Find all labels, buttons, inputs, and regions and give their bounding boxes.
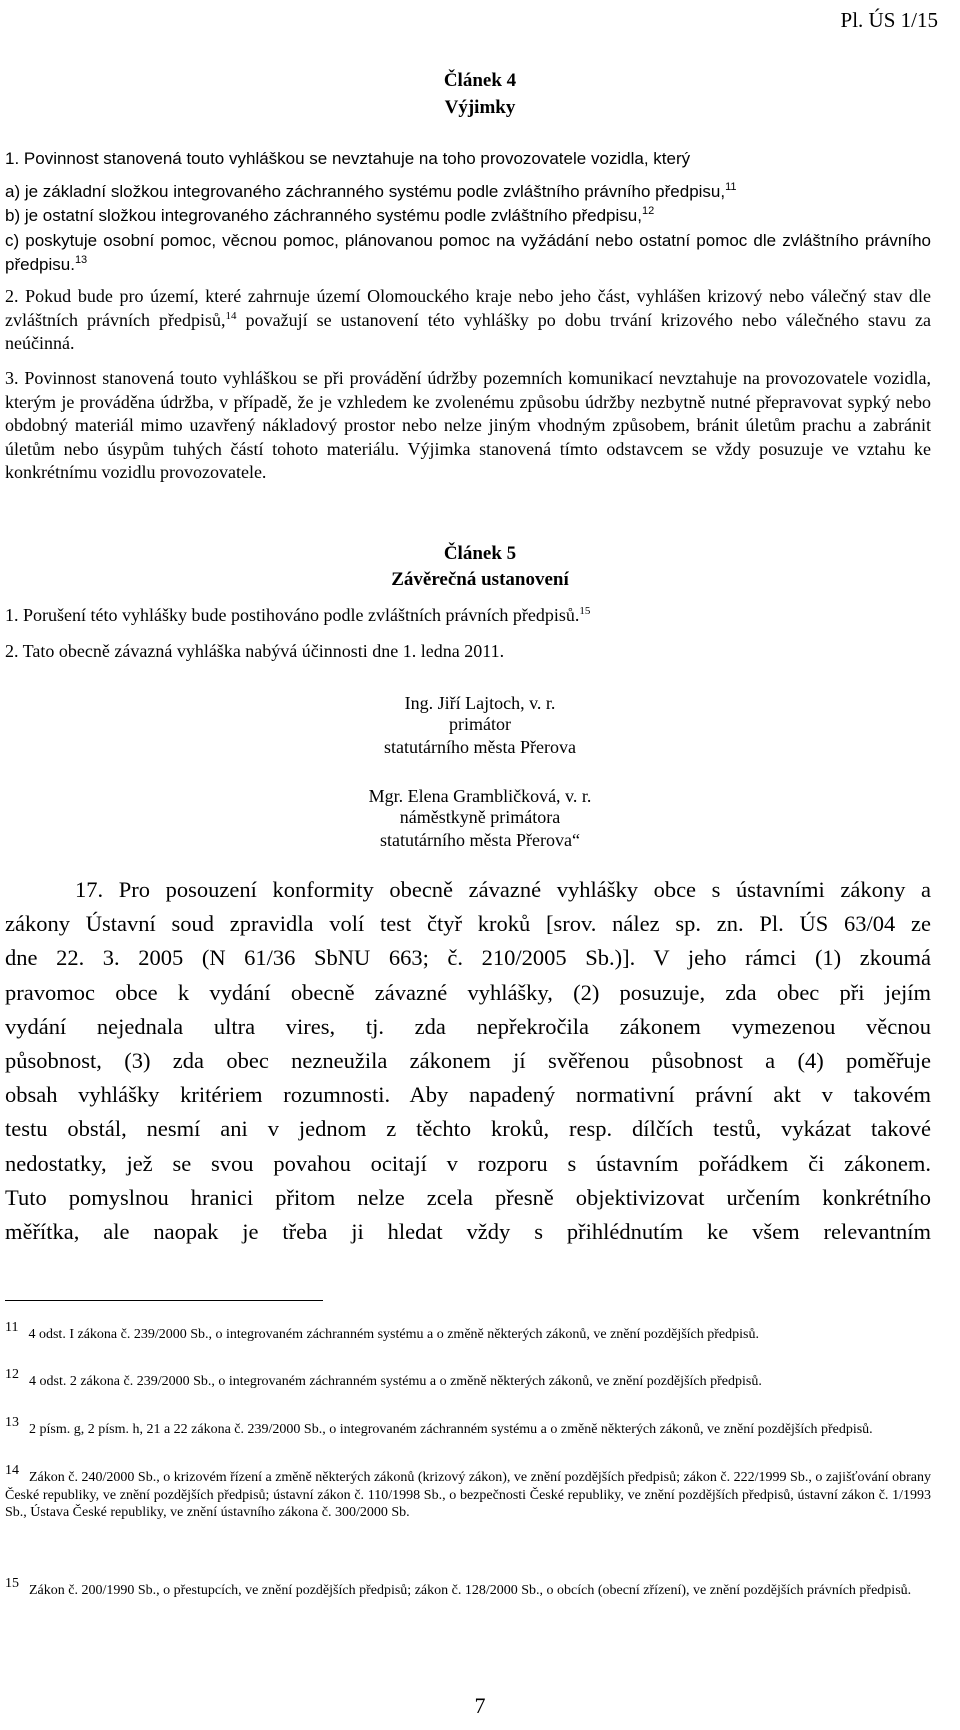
paragraph-17-line: pravomoc obce k vydání obecně závazné vyhlášky, (2) posuzuje, zda obec při jejím (5, 979, 931, 1005)
signatory-1-name: Ing. Jiří Lajtoch, v. r. (404, 693, 556, 713)
footnote-text: 4 odst. I zákona č. 239/2000 Sb., o integrovaném záchranném systému a o změně některých zákonů, ve znění pozdějších předpisů. (28, 1327, 759, 1342)
signatory-2-role: náměstkyně primátora (399, 807, 561, 827)
paragraph-17-line: zákony Ústavní soud zpravidla volí test čtyř kroků [srov. nález sp. zn. Pl. ÚS 63/04 ze (5, 911, 931, 937)
paragraph-17 (5, 873, 931, 1249)
article-5-heading: Článek 5 (443, 543, 517, 564)
footnote-number: 15 (5, 1576, 19, 1591)
paragraph-17-line: testu obstál, nesmí ani v jednom z těchto kroků, resp. dílčích testů, vykázat takové (5, 1116, 931, 1142)
footnote-15 (5, 1576, 931, 1600)
paragraph-2-end: považují se ustanovení této vyhlášky po dobu trvání krizového nebo válečného stavu za neúčinná. (5, 309, 932, 353)
case-reference: Pl. ÚS 1/15 (840, 8, 938, 32)
article-4-item-c (5, 229, 931, 276)
footnote-text: 4 odst. 2 zákona č. 239/2000 Sb., o integrovaném záchranném systému a o změně některých zákonů, ve znění pozdějších předpisů. (29, 1374, 762, 1389)
footnote-ref-12: 12 (641, 205, 655, 217)
article-4-paragraph-2 (5, 285, 931, 356)
article-5-paragraph-1 (5, 604, 931, 628)
paragraph-17-line: vydání nejednala ultra vires, tj. zda nepřekročila zákonem vymezenou věcnou (5, 1013, 931, 1039)
article-4-subheading: Výjimky (444, 97, 516, 118)
article-4-item-a (5, 180, 931, 204)
footnote-text: Zákon č. 200/1990 Sb., o přestupcích, ve znění pozdějších předpisů; zákon č. 128/2000 Sb., o obcích (obecní zřízení), ve znění pozdějších právních předpisů. (29, 1583, 912, 1598)
footnote-number: 12 (5, 1367, 19, 1382)
footnote-text: Zákon č. 240/2000 Sb., o krizovém řízení a změně některých zákonů (krizový zákon), ve znění pozdějších předpisů; zákon č. 222/1999 Sb., o zajišťování obrany České republiky, ve znění pozdějších předpisů; ústavní zákon č. 110/1998 Sb., o bezpečnosti České republiky, ve znění pozdějších předpisů, ústavní zákon č. 1/1993 Sb., Ústava České republiky, ve znění ústavního zákona č. 300/2000 Sb. (5, 1470, 931, 1520)
signatory-2-organization: statutárního města Přerova“ (380, 830, 580, 850)
item-a-text: a) je základní složkou integrovaného záchranného systému podle zvláštního právního předpisu, (5, 182, 726, 201)
paragraph-17-line: dne 22. 3. 2005 (N 61/36 SbNU 663; č. 210/2005 Sb.)]. V jeho rámci (1) zkoumá (5, 945, 931, 971)
footnote-ref-11: 11 (725, 181, 737, 193)
article-4-paragraph-1-intro: 1. Povinnost stanovená touto vyhláškou se nevztahuje na toho provozovatele vozidla, který (5, 149, 691, 168)
footnote-separator (5, 1300, 323, 1301)
article-5-paragraph-2: 2. Tato obecně závazná vyhláška nabývá účinnosti dne 1. ledna 2011. (5, 641, 505, 661)
footnote-12 (5, 1367, 931, 1391)
paragraph-2-start: 2. Pokud bude pro území, které zahrnuje území Olomouckého kraje nebo jeho část, vyhlášen krizový nebo válečný stav dle zvláštních právních předpisů, (5, 286, 931, 330)
footnote-ref-15: 15 (579, 605, 591, 617)
article-4-heading: Článek 4 (443, 70, 517, 91)
item-b-text: b) je ostatní složkou integrovaného záchranného systému podle zvláštního předpisu, (5, 206, 642, 225)
footnote-ref-13: 13 (74, 253, 88, 266)
footnote-13 (5, 1415, 931, 1439)
article-4-paragraph-3: 3. Povinnost stanovená touto vyhláškou se při provádění údržby pozemních komunikací nevztahuje na provozovatele vozidla, kterým je prováděna údržba, v případě, že je vzhledem ke zvolenému způsobu údržby nezbytně nutné přepravovat sypký nebo obdobný materiál mimo uzavřený nákladový prostor nebo nelze jiným vhodným způsobem, bránit úletům prachu a zabránit úletům nebo úsypům tuhých částí tohoto materiálu. Výjimka stanovená tímto odstavcem se vždy posuzuje ve vztahu ke konkrétnímu vozidlu provozovatele. (5, 368, 931, 482)
page-number: 7 (474, 1693, 486, 1718)
item-c-text: c) poskytuje osobní pomoc, věcnou pomoc, plánovanou pomoc na vyžádání nebo ostatní pomoc dle zvláštního právního předpisu. (5, 231, 931, 274)
article-4-item-b (5, 204, 931, 228)
paragraph-17-line: nedostatky, jež se svou povahou ocitají v rozporu s ústavním pořádkem či zákonem. (5, 1150, 931, 1176)
article-5-subheading: Závěrečná ustanovení (391, 569, 569, 590)
paragraph-17-line: měřítka, ale naopak je třeba ji hledat vždy s přihlédnutím ke všem relevantním (5, 1219, 931, 1245)
footnote-14 (5, 1463, 931, 1522)
paragraph-17-line: 17. Pro posouzení konformity obecně závazné vyhlášky obce s ústavními zákony a (75, 877, 931, 902)
paragraph-17-line: obsah vyhlášky kritériem rozumnosti. Aby napadený normativní právní akt v takovém (5, 1082, 931, 1108)
paragraph-17-line: Tuto pomyslnou hranici přitom nelze zcela přesně objektivizovat určením konkrétního (5, 1184, 931, 1210)
footnote-number: 11 (5, 1320, 19, 1335)
footnote-ref-14: 14 (225, 309, 237, 322)
signatory-1-organization: statutárního města Přerova (384, 737, 576, 757)
paragraph-17-line: působnost, (3) zda obec nezneužila zákonem jí svěřenou působnost a (4) poměřuje (5, 1048, 931, 1074)
footnote-number: 13 (5, 1415, 19, 1430)
footnote-number: 14 (5, 1463, 19, 1478)
signatory-1-role: primátor (449, 714, 511, 734)
article-5-paragraph-1-text: 1. Porušení této vyhlášky bude postihováno podle zvláštních právních předpisů. (5, 605, 580, 625)
signatory-2-name: Mgr. Elena Grambličková, v. r. (368, 786, 592, 806)
footnote-11 (5, 1320, 931, 1344)
footnote-text: 2 písm. g, 2 písm. h, 21 a 22 zákona č. 239/2000 Sb., o integrovaném záchranném systému a o změně některých zákonů, ve znění pozdějších předpisů. (29, 1422, 873, 1437)
